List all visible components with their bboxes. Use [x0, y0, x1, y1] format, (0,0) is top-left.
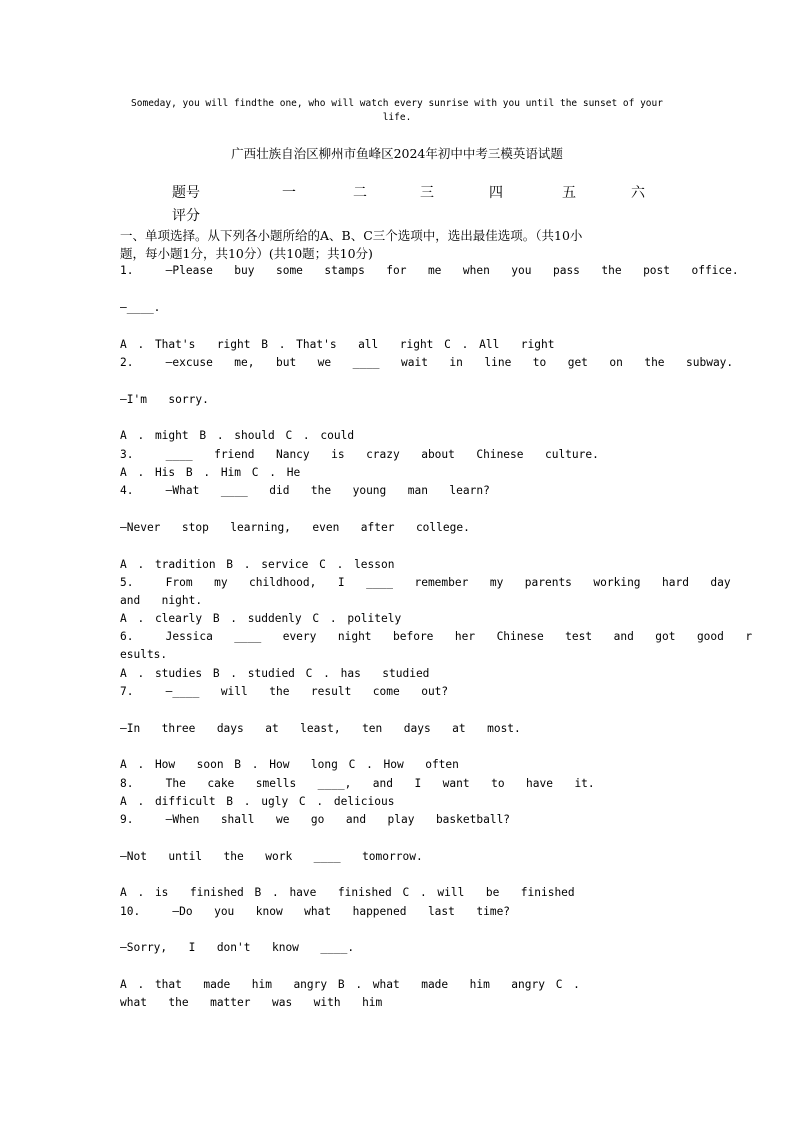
score-table-header-row	[120, 180, 675, 202]
question-1: 1. —Please buy some stamps for me when you pass the post office.	[120, 264, 739, 277]
question-9-reply: —Not until the work ____ tomorrow.	[120, 850, 423, 863]
question-4-reply: —Never stop learning, even after college.	[120, 521, 470, 534]
section-heading-line-2: 题，每小题1分，共10分）(共10题；共10分)	[120, 246, 373, 261]
score-column-1: 一	[282, 185, 296, 201]
question-6-line-1: 6. Jessica ____ every night before her Chinese test and got good r	[120, 630, 753, 643]
question-7-options: A . How soon B . How long C . How often	[120, 758, 459, 771]
question-6-line-2: esults.	[120, 648, 168, 661]
question-1-options: A . That's right B . That's all right C . All right	[120, 338, 555, 351]
question-10-reply: —Sorry, I don't know ____.	[120, 941, 355, 954]
question-2-reply: —I'm sorry.	[120, 393, 209, 406]
section-heading-line-1: 一、单项选择。从下列各小题所给的A、B、C三个选项中，选出最佳选项。（共10小	[120, 228, 583, 243]
question-8: 8. The cake smells ____, and I want to have it.	[120, 777, 595, 790]
question-5-options: A . clearly B . suddenly C . politely	[120, 612, 402, 625]
question-6-options: A . studies B . studied C . has studied	[120, 667, 430, 680]
score-column-3: 三	[420, 185, 434, 201]
question-2-options: A . might B . should C . could	[120, 429, 355, 442]
section-heading	[120, 227, 675, 263]
score-column-2: 二	[353, 185, 367, 201]
question-7-reply: —In three days at least, ten days at most.	[120, 722, 521, 735]
question-3-options: A . His B . Him C . He	[120, 466, 301, 479]
question-4-options: A . tradition B . service C . lesson	[120, 558, 395, 571]
question-10-options-line-2: what the matter was with him	[120, 996, 383, 1009]
header-quote: Someday, you will findthe one, who will watch every sunrise with you until the sunset of your life.	[131, 98, 663, 123]
score-table-header-label: 题号	[172, 185, 200, 201]
question-7: 7. —____ will the result come out?	[120, 685, 449, 698]
question-8-options: A . difficult B . ugly C . delicious	[120, 795, 395, 808]
score-table	[120, 180, 675, 224]
question-3: 3. ____ friend Nancy is crazy about Chinese culture.	[120, 448, 599, 461]
page-title: 广西壮族自治区柳州市鱼峰区2024年初中中考三模英语试题	[231, 146, 563, 161]
question-4: 4. —What ____ did the young man learn?	[120, 484, 490, 497]
question-9: 9. —When shall we go and play basketball?	[120, 813, 511, 826]
question-2: 2. —excuse me, but we ____ wait in line to get on the subway.	[120, 356, 734, 369]
score-column-5: 五	[562, 185, 576, 201]
question-1-reply: —____.	[120, 301, 161, 314]
score-table-score-row	[120, 202, 675, 224]
score-column-4: 四	[489, 185, 503, 201]
question-9-options: A . is finished B . have finished C . will be finished	[120, 886, 575, 899]
question-5-line-1: 5. From my childhood, I ____ remember my parents working hard day	[120, 576, 731, 589]
question-10: 10. —Do you know what happened last time?	[120, 905, 511, 918]
question-5-line-2: and night.	[120, 594, 203, 607]
score-column-6: 六	[631, 185, 645, 201]
question-10-options-line-1: A . that made him angry B . what made him angry C .	[120, 978, 580, 991]
score-row-label: 评分	[172, 208, 200, 224]
